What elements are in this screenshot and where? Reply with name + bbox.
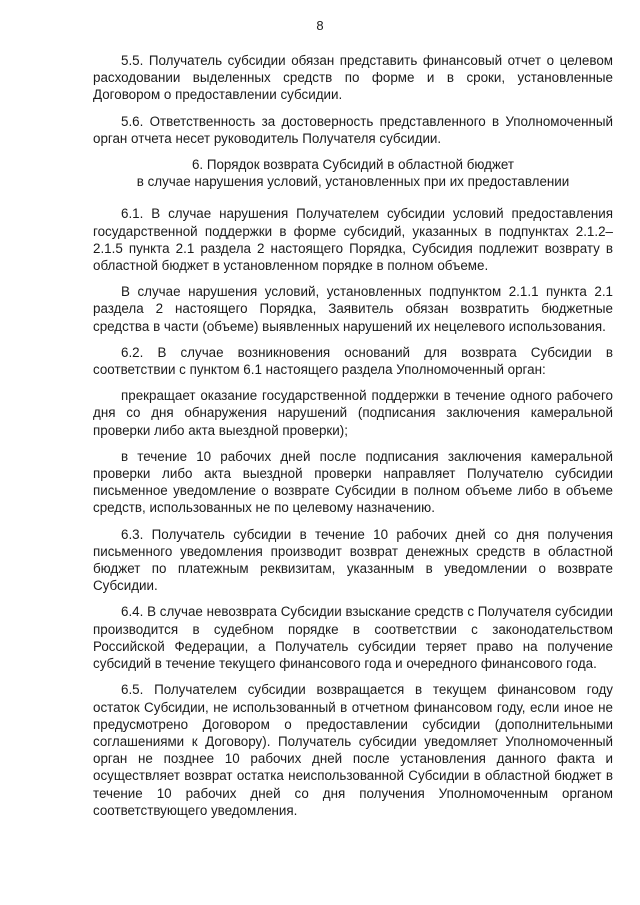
paragraph-5-6: 5.6. Ответственность за достоверность представленного в Уполномоченный орган отчета несет руководитель Получателя субсидии. <box>93 113 613 146</box>
paragraph-6-1-b: В случае нарушения условий, установленных подпунктом 2.1.1 пункта 2.1 раздела 2 настоящего Порядка, Заявитель обязан возвратить бюджетные средства в части (объеме) выявленных нарушений их нецелевого использования. <box>93 284 613 334</box>
document-body <box>93 52 613 828</box>
paragraph-6-5: 6.5. Получателем субсидии возвращается в текущем финансовом году остаток Субсидии, не использованный в отчетном финансовом году, если иное не предусмотрено Договором о предоставлении субсидии (дополнительными соглашениями к Договору). Получатель субсидии уведомляет Уполномоченный орган не позднее 10 рабочих дней после установления данного факта и осуществляет возврат остатка неиспользованной Субсидии в областной бюджет в течение 10 рабочих дней со дня получения Уполномоченным органом соответствующего уведомления. <box>93 682 613 818</box>
section-heading <box>93 156 613 190</box>
paragraph-6-2: 6.2. В случае возникновения оснований для возврата Субсидии в соответствии с пунктом 6.1 настоящего раздела Уполномоченный орган: <box>93 344 613 378</box>
paragraph-6-3: 6.3. Получатель субсидии в течение 10 рабочих дней со дня получения письменного уведомления производит возврат денежных средств в областной бюджет по платежным реквизитам, указанным в уведомлении о возврате Субсидии. <box>93 526 613 594</box>
section-heading-line-2: в случае нарушения условий, установленных при их предоставлении <box>136 174 570 190</box>
paragraph-6-4: 6.4. В случае невозврата Субсидии взыскание средств с Получателя субсидии производится в судебном порядке в соответствии с законодательством Российской Федерации, а Получатель субсидии теряет право на получение субсидий в течение текущего финансового года и очередного финансового года. <box>93 604 613 672</box>
paragraph-6-2-a: прекращает оказание государственной поддержки в течение одного рабочего дня со дня обнаружения нарушений (подписания заключения камеральной проверки либо акта выездной проверки); <box>93 388 613 438</box>
section-heading-line-1: 6. Порядок возврата Субсидий в областной бюджет <box>191 157 515 173</box>
page-number: 8 <box>316 18 324 33</box>
paragraph-6-1: 6.1. В случае нарушения Получателем субсидии условий предоставления государственной поддержки в форме субсидий, указанных в подпунктах 2.1.2–2.1.5 пункта 2.1 раздела 2 настоящего Порядка, Субсидия подлежит возврату в областной бюджет в установленном порядке в полном объеме. <box>93 206 613 274</box>
paragraph-5-5: 5.5. Получатель субсидии обязан представить финансовый отчет о целевом расходовании выделенных средств по форме и в сроки, установленные Договором о предоставлении субсидии. <box>93 53 613 103</box>
paragraph-6-2-b: в течение 10 рабочих дней после подписания заключения камеральной проверки либо акта выездной проверки направляет Получателю субсидии письменное уведомление о возврате Субсидии в полном объеме либо в объеме средств, использованных не по целевому назначению. <box>93 448 613 516</box>
